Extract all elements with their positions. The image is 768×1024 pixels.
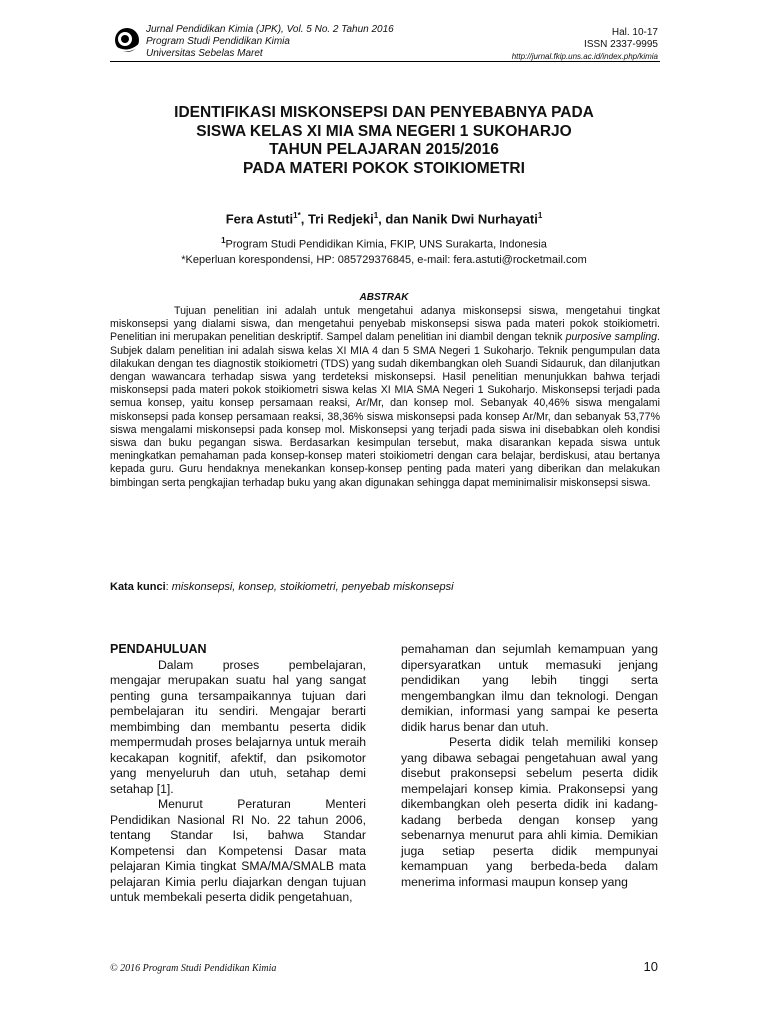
issn: ISSN 2337-9995 — [584, 39, 658, 50]
keywords — [110, 581, 660, 593]
journal-program: Program Studi Pendidikan Kimia — [146, 36, 290, 47]
journal-meta — [512, 27, 658, 63]
title-line-1: IDENTIFIKASI MISKONSEPSI DAN PENYEBABNYA PADA — [174, 104, 594, 121]
author-list — [100, 211, 668, 226]
correspondence: *Keperluan korespondensi, HP: 085729376845, e-mail: fera.astuti@rocketmail.com — [181, 253, 587, 266]
footer-copyright: © 2016 Program Studi Pendidikan Kimia — [110, 963, 277, 974]
journal-logo-icon — [112, 25, 142, 55]
affiliation-block — [100, 233, 668, 268]
journal-university: Universitas Sebelas Maret — [146, 48, 263, 59]
paragraph-right-2: Peserta didik telah memiliki konsep yang dibawa sebagai pengetahuan awal yang disebut prakonsepsi sebelum peserta didik mempelajari konsep kimia. Prakonsepsi yang dikembangkan oleh peserta didik ini kadang-kadang berbeda dengan konsep yang sebenarnya menurut para ahli kimia. Demikian juga setiap peserta didik mempunyai kemampuan yang berbeda-beda dalam menerima informasi maupun konsep yang — [401, 735, 658, 889]
header-divider — [110, 61, 660, 62]
author-2: , Tri Redjeki — [300, 211, 374, 227]
abstract-heading: ABSTRAK — [359, 292, 409, 303]
abstract-part-2: . Subjek dalam penelitian ini adalah siswa kelas XI MIA 4 dan 5 SMA Negeri 1 Sukoharjo. Teknik pengumpulan data dilakukan dengan tes diagnostik stoikiometri (TDS) yang sudah dikembangkan oleh Suandi Sidauruk, dan dilanjutkan dengan wawancara terhadap siswa yang terdeteksi miskonsepsi. Hasil penelitian menunjukkan bahwa terjadi miskonsepsi pada materi pokok stoikiometri siswa kelas XI MIA SMA Negeri 1 Sukoharjo. Miskonsepsi terjadi pada semua konsep, yaitu konsep persamaan reaksi, Ar/Mr, dan konsep mol. Sebanyak 40,46% siswa mengalami miskonsepsi pada konsep persamaan reaksi, 38,36% siswa miskonsepsi pada konsep Ar/Mr, dan sebanyak 53,77% siswa mengalami miskonsepsi pada konsep mol. Miskonsepsi yang terjadi pada siswa ini disebabkan oleh kondisi siswa dan buku pegangan siswa. Berdasarkan kesimpulan tersebut, maka disarankan kepada siswa untuk meningkatkan pemahaman pada konsep-konsep materi stoikiometri dengan cara belajar, berdiskusi, atau bertanya kepada guru. Guru hendaknya menekankan konsep-konsep penting pada materi yang diberikan dan melakukan bimbingan serta pengkajian terhadap buku yang akan digunakan sehingga dapat meminimalisir miskonsepsi siswa. — [110, 331, 660, 489]
author-3-sup: 1 — [537, 211, 543, 220]
body-column-left — [110, 642, 366, 906]
author-3: , dan Nanik Dwi Nurhayati — [378, 211, 538, 227]
paragraph-right-1: pemahaman dan sejumlah kemampuan yang dipersyaratkan untuk memasuki jenjang pendidikan yang lebih tinggi serta mengembangkan ilmu dan teknologi. Dengan demikian, informasi yang sampai ke peserta didik harus benar dan utuh. — [401, 642, 658, 734]
page-number: 10 — [643, 959, 658, 974]
keywords-value: miskonsepsi, konsep, stoikiometri, penyebab miskonsepsi — [171, 581, 454, 593]
section-heading: PENDAHULUAN — [110, 642, 207, 656]
author-2-sup: 1 — [373, 211, 379, 220]
keywords-label: Kata kunci — [110, 581, 166, 593]
affiliation: Program Studi Pendidikan Kimia, FKIP, UNS Surakarta, Indonesia — [225, 238, 547, 251]
paragraph-left-2: Menurut Peraturan Menteri Pendidikan Nasional RI No. 22 tahun 2006, tentang Standar Isi, bahwa Standar Kompetensi dan Kompetensi Dasar mata pelajaran Kimia tingkat SMA/MA/SMALB mata pelajaran Kimia perlu diajarkan dengan tujuan untuk membekali peserta didik pengetahuan, — [110, 797, 366, 904]
title-line-4: PADA MATERI POKOK STOIKIOMETRI — [243, 159, 525, 177]
keywords-sep: : — [165, 581, 172, 593]
paper-title — [100, 104, 668, 178]
journal-name: Jurnal Pendidikan Kimia (JPK), Vol. 5 No. 2 Tahun 2016 — [146, 24, 394, 35]
abstract-text — [110, 305, 660, 490]
body-column-right — [401, 642, 658, 890]
paragraph-left-1: Dalam proses pembelajaran, mengajar merupakan suatu hal yang sangat penting guna tersampaikannya tujuan dari pembelajaran itu sendiri. Mengajar berarti membimbing dan membantu peserta didik mempermudah proses belajarnya untuk meraih kecakapan kognitif, afektif, dan psikomotor yang menyeluruh dan utuh, setahap demi setahap [1]. — [110, 657, 366, 796]
journal-url[interactable]: http://jurnal.fkip.uns.ac.id/index.php/kimia — [511, 52, 658, 61]
journal-info — [146, 24, 394, 60]
page-range: Hal. 10-17 — [611, 27, 658, 38]
title-line-3: TAHUN PELAJARAN 2015/2016 — [269, 141, 499, 158]
author-1: Fera Astuti — [225, 211, 294, 227]
abstract-part-1: Tujuan penelitian ini adalah untuk mengetahui adanya miskonsepsi siswa, mengetahui tingkat miskonsepsi yang dialami siswa, dan mengetahui penyebab miskonsepsi siswa pada materi pokok stoikiometri. Penelitian ini merupakan penelitian deskriptif. Sampel dalam penelitian ini diambil dengan teknik — [110, 305, 660, 344]
author-1-sup: 1* — [293, 211, 301, 220]
abstract-italic-term: purposive sampling — [565, 331, 658, 344]
affiliation-sup: 1 — [221, 236, 226, 245]
title-line-2: SISWA KELAS XI MIA SMA NEGERI 1 SUKOHARJO — [196, 122, 572, 140]
